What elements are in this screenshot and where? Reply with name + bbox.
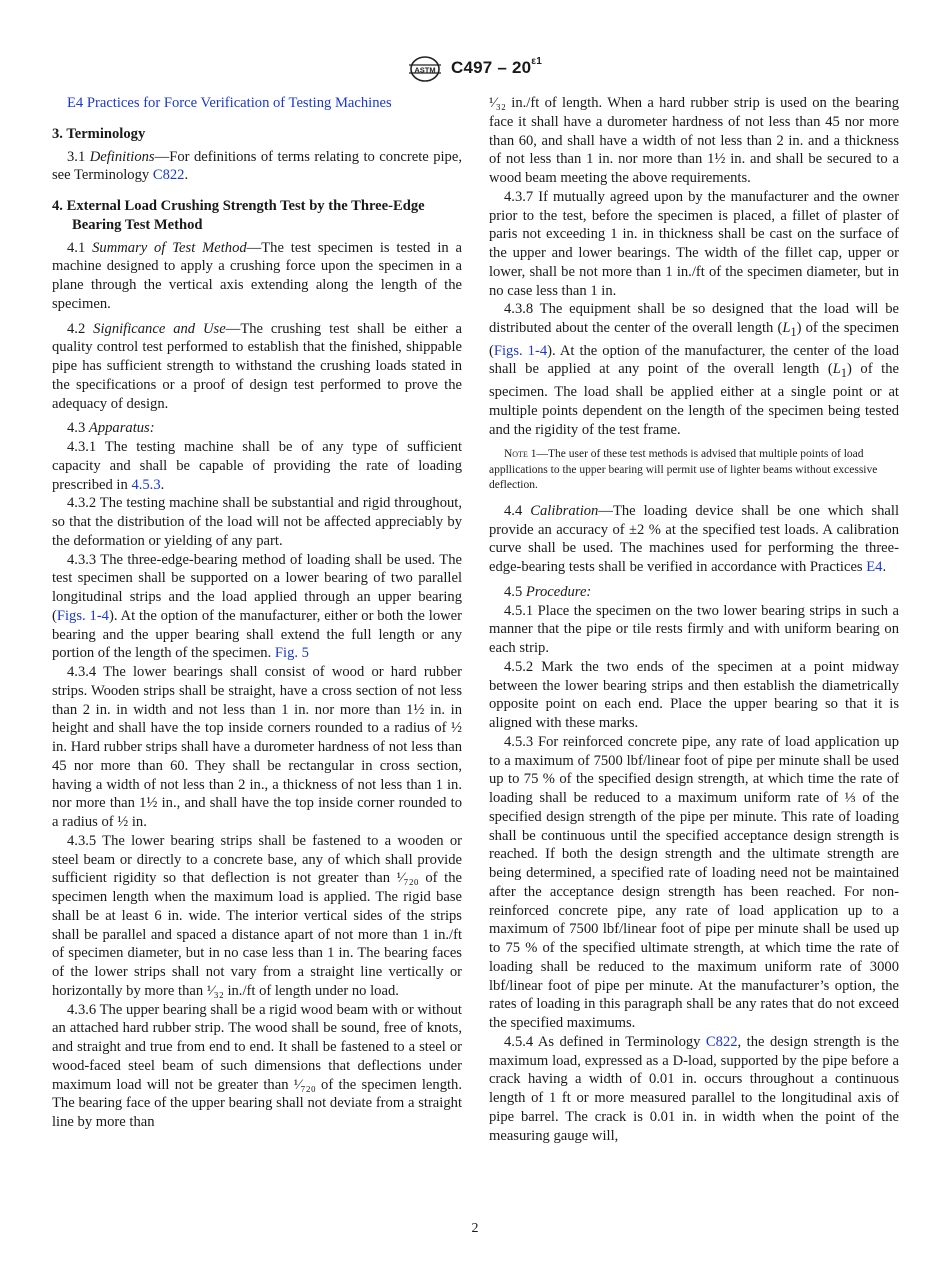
para-4-3: 4.3 Apparatus: (67, 420, 155, 437)
para-4-3-6: 4.3.6 The upper bearing shall be a rigid wood beam with or without an attached hard rubber strip. The wood shall be sound, free of knots, and straight and true from end to end. It shall be fastened to a steel or wood-faced steel beam of such dimensions that deflections under maximum load will not be greater than ¹⁄₇₂₀ of the specimen length. The bearing face of the upper bearing shall not deviate from a straight line by more than (52, 1001, 462, 1130)
para-3-1: 3.1 Definitions—For definitions of terms relating to concrete pipe, see Terminology C822. (52, 148, 462, 184)
para-4-3-1: 4.3.1 The testing machine shall be of any type of sufficient capacity and shall be capable of providing the rate of loading prescribed in 4.5.3. (52, 439, 462, 493)
standard-designation (451, 58, 542, 78)
para-4-3-7: 4.3.7 If mutually agreed upon by the manufacturer and the owner prior to the test, before the specimen is placed, a fillet of plaster of paris not exceeding 1 in. in thickness shall be cast on the surface of the upper and lower bearings. The width of the fillet cap, upper or lower, shall be not more than 1 in./ft of the specimen diameter, but in no case less than 1 in. (489, 188, 899, 299)
section-4-heading: 4. External Load Crushing Strength Test by the Three-Edge Bearing Test Method (52, 198, 425, 233)
page-header (0, 56, 950, 86)
para-4-5-4: 4.5.4 As defined in Terminology C822, the design strength is the maximum load, expressed as a D-load, supported by the pipe before a crack having a width of 0.01 in. occurs throughout a continuous length of 1 ft or more measured parallel to the longitudinal axis of pipe barrel. The crack is 0.01 in. in width when the point of the measuring gauge will, (489, 1033, 899, 1144)
note-1: Note 1—The user of these test methods is advised that multiple points of load appllications to the upper bearing will permit use of lighter beams without excessive deflection. (489, 448, 878, 492)
svg-text:ASTM: ASTM (414, 65, 436, 75)
para-4-3-5: 4.3.5 The lower bearing strips shall be fastened to a wooden or steel beam or directly to a concrete base, any of which shall provide sufficient rigidity so that deflection is not greater than ¹⁄₇₂₀ of the specimen length when the maximum load is applied. The rigid base shall be at least 6 in. wide. The interior vertical sides of the strips shall be parallel and spaced a distance apart of not more than 1 in./ft of specimen diameter, but in no case less than 1 in. The bearing faces of the lower strips shall not vary from a straight line vertically or horizontally by more than ¹⁄₃₂ in./ft of length under no load. (52, 832, 462, 999)
link-fig-5[interactable]: Fig. 5 (274, 645, 309, 662)
para-4-3-2: 4.3.2 The testing machine shall be substantial and rigid throughout, so that the distribution of the load will not be affected appreciably by the deformation or yielding of any part. (52, 495, 462, 549)
link-4-5-3[interactable]: 4.5.3 (131, 476, 161, 493)
page-number: 2 (471, 1221, 479, 1236)
link-figs-1-4[interactable]: Figs. 1-4 (56, 607, 109, 624)
link-c822-b[interactable]: C822 (705, 1033, 738, 1050)
para-4-3-8: 4.3.8 The equipment shall be so designed that the load will be distributed about the center of the overall length $(L_1)$ of the specimen (Figs. 1-4). At the option of the manufacturer, the center of the load shall be applied at any point of the overall length $(L_1)$ of the specimen. The load shall be applied either at a single point or at multiple points dependent on the length of the specimen being tested and the rigidity of the test frame. (489, 301, 899, 438)
link-figs-1-4-b[interactable]: Figs. 1-4 (493, 342, 548, 359)
astm-logo (405, 56, 445, 82)
link-e4-b[interactable]: E4 (866, 559, 883, 576)
para-4-3-6-continued: ¹⁄₃₂ in./ft of length. When a hard rubber strip is used on the bearing face it shall have a durometer hardness of not less than 45 nor more than 60, and shall have a width of not less than 2 in. and a thickness of not less than 1 in. nor more than 1½ in. and shall be secured to a wood beam meeting the above requirements. (489, 95, 899, 186)
left-column (52, 94, 462, 1132)
designation-text: C497 – 20 (451, 58, 532, 77)
link-e4-title[interactable]: Practices for Force Verification of Testing Machines (86, 95, 392, 111)
para-4-3-4: 4.3.4 The lower bearings shall consist of wood or hard rubber strips. Wooden strips shall be straight, have a cross section of not less than 2 in. in width and not less than 1 in. nor more than 1½ in. in height and shall have the top inside corners rounded to a radius of ½ in. Hard rubber strips shall have a durometer hardness of not less than 45 nor more than 60. They shall be rectangular in cross section, having a width of not less than 2 in., a thickness of not less than 1 in. nor more than 1½ in., and shall have the top inside corner rounded to a radius of ½ in. (52, 664, 462, 830)
para-4-2: 4.2 Significance and Use—The crushing test shall be either a quality control test performed to establish that the finished, shippable pipe has sufficient strength to withstand the crushing loads stated in the specifications or a proof of design test performed to prove the adequacy of design. (52, 320, 463, 412)
reference-e4 (52, 94, 462, 113)
link-c822[interactable]: C822 (152, 167, 185, 184)
para-4-1: 4.1 Summary of Test Method—The test specimen is tested in a machine designed to apply a crushing force upon the specimen in a plane through the vertical axis extending along the length of the specimen. (52, 239, 462, 312)
right-column (489, 94, 899, 1145)
para-4-4: 4.4 Calibration—The loading device shall be one which shall provide an accuracy of ±2 % at the specified test loads. A calibration curve shall be used. The machines used for performing the three-edge-bearing tests shall be verified in accordance with Practices E4. (489, 502, 899, 576)
section-3-heading: 3. Terminology (52, 125, 146, 142)
link-e4[interactable]: E4 (67, 95, 84, 111)
para-4-3-3: 4.3.3 The three-edge-bearing method of loading shall be used. The test specimen shall be supported on a lower bearing of two parallel longitudinal strips and the load applied through an upper bearing (Figs. 1-4). At the option of the manufacturer, either or both the lower bearing and the upper bearing shall extend the full length or any portion of the length of the specimen. Fig. 5 (52, 551, 462, 662)
para-4-5: 4.5 Procedure: (504, 583, 592, 600)
para-4-5-1: 4.5.1 Place the specimen on the two lower bearing strips in such a manner that the pipe or tile rests firmly and with uniform bearing on each strip. (489, 602, 899, 657)
para-4-5-2: 4.5.2 Mark the two ends of the specimen at a point midway between the lower bearing strips and then establish the diametrically opposite point on each end. Place the upper bearing so that it is aligned with these marks. (489, 658, 899, 732)
epsilon-superscript: ε1 (531, 56, 542, 68)
para-4-5-3: 4.5.3 For reinforced concrete pipe, any rate of load application up to a maximum of 7500 lbf/linear foot of pipe per minute shall be used up to 75 % of the specified design strength, at which time the rate of loading shall be reduced to a maximum uniform rate of ⅓ of the specified design strength of the pipe per minute. This rate of loading shall be continuous until the specified acceptance design strength is reached. If both the design strength and the ultimate strength are being determined, a specified rate of loading need not be maintained after the acceptance design strength has been reached. For non-reinforced concrete pipe, any rate of load application up to a maximum of 7500 lbf/linear foot of pipe per minute shall be used up to 75 % of the specified ultimate strength, at which time the rate of loading shall be reduced to the maximum uniform rate of 3000 lbf/linear foot of pipe per minute. At the manufacturer’s option, the rates of loading in this paragraph shall be any rates that do not exceed the specified maximums. (489, 733, 899, 1032)
